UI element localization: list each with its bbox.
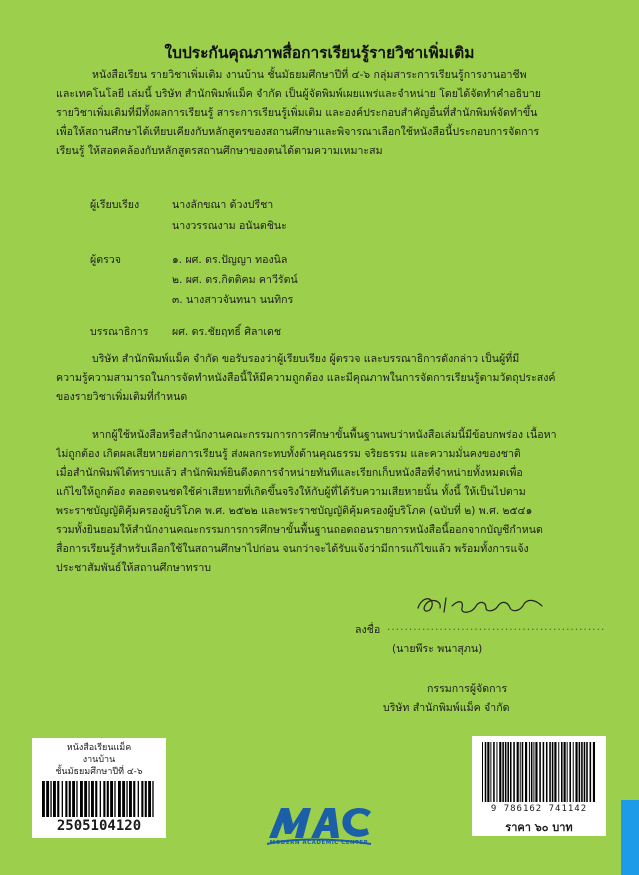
editor-name: ผศ. ดร.ชัยฤทธิ์ ศิลาเดช: [172, 326, 282, 338]
barcode-bar: [100, 781, 101, 817]
barcode-bar: [531, 742, 533, 802]
barcode-bar: [517, 742, 519, 802]
signature-label: ลงชื่อ: [355, 624, 381, 636]
book-subject: งานบ้าน: [82, 755, 116, 765]
barcode-bar: [593, 742, 595, 802]
certification-line: บริษัท สำนักพิมพ์แม็ค จำกัด ขอรับรองว่าผู้เรียบเรียง ผู้ตรวจ และบรรณาธิการดังกล่าว เป็นผู้ที่มี: [92, 353, 520, 365]
barcode-bar: [88, 781, 89, 817]
author-name: นางลักขณา ด้วงปรีชา: [172, 199, 274, 211]
warranty-line: แก้ไขให้ถูกต้อง ตลอดจนชดใช้ค่าเสียหายที่เกิดขึ้นจริงให้กับผู้ที่ได้รับความเสียหายนั้น ทั้งนี้ ให้เป็นไปตาม: [56, 486, 526, 498]
barcode-bar: [148, 781, 151, 817]
barcode-bar: [581, 742, 583, 802]
barcode-bar: [485, 742, 487, 802]
warranty-line: รวมทั้งยินยอมให้สำนักงานคณะกรรมการการศึกษาขั้นพื้นฐานถอดถอนรายการหนังสือนี้ออกจากบัญชีกำหนด: [56, 524, 543, 536]
warranty-line: ประชาสัมพันธ์ให้สถานศึกษาทราบ: [56, 562, 212, 574]
isbn-barcode: [480, 742, 598, 802]
reviewer-name: ๓. นางสาวจันทนา นนทิกร: [172, 294, 294, 306]
intro-line: หนังสือเรียน รายวิชาเพิ่มเติม งานบ้าน ชั้นมัธยมศึกษาปีที่ ๔-๖ กลุ่มสาระการเรียนรู้การงานอาชีพ: [92, 69, 527, 81]
barcode-bar: [138, 781, 139, 817]
barcode-bar: [507, 742, 509, 802]
reviewer-role: ผู้ตรวจ: [90, 254, 121, 266]
barcode-bar: [95, 781, 97, 817]
barcode-bar: [567, 742, 568, 802]
barcode-bar: [62, 781, 63, 817]
intro-paragraph: [56, 66, 596, 161]
certification-paragraph: [56, 350, 596, 407]
barcode-bar: [573, 742, 574, 802]
barcode-bar: [543, 742, 545, 802]
warranty-line: เมื่อสำนักพิมพ์ได้ทราบแล้ว สำนักพิมพ์ยินดีงดการจำหน่ายทันทีและเรียกเก็บหนังสือที่จำหน่ายทั้งหมดเพื่อ: [56, 467, 523, 479]
page-title: ใบประกันคุณภาพสื่อการเรียนรู้รายวิชาเพิ่มเติม: [164, 44, 475, 62]
barcode-bar: [502, 742, 504, 802]
barcode-bar: [126, 781, 127, 817]
barcode-bar: [522, 742, 524, 802]
author-role: ผู้เรียบเรียง: [90, 199, 140, 211]
barcode-bar: [533, 742, 534, 802]
price-tag: ราคา ๖๐ บาท: [505, 821, 573, 834]
warranty-line: สื่อการเรียนรู้สำหรับเลือกใช้ในสถานศึกษาไปก่อน จนกว่าจะได้รับแจ้งว่ามีการแก้ไขแล้ว พร้อมทั้งการแจ้ง: [56, 543, 529, 555]
signatory-name: (นายพีระ พนาสุภน): [392, 643, 483, 655]
barcode-bar: [133, 781, 135, 817]
book-series: หนังสือเรียนแม็ค: [66, 743, 132, 753]
signatory-company: บริษัท สำนักพิมพ์แม็ค จำกัด: [383, 702, 510, 714]
certification-line: ของรายวิชาเพิ่มเติมที่กำหนด: [56, 391, 188, 403]
barcode-bar: [505, 742, 507, 802]
certification-line: ความรู้ความสามารถในการจัดทำหนังสือนี้ให้มีความถูกต้อง และมีคุณภาพในการจัดการเรียนรู้ตามวัตถุประสงค์: [56, 372, 556, 384]
barcode-bar: [46, 781, 49, 817]
barcode-bar: [575, 742, 577, 802]
barcode-bar: [499, 742, 501, 802]
accent-strip: [621, 800, 639, 875]
editor-role: บรรณาธิการ: [90, 326, 149, 338]
barcode-bar: [535, 742, 537, 802]
barcode-bar: [561, 742, 563, 802]
barcode-bar: [57, 781, 59, 817]
barcode-bar: [558, 742, 559, 802]
warranty-line: พระราชบัญญัติคุ้มครองผู้บริโภค พ.ศ. ๒๕๒๒ และพระราชบัญญัติคุ้มครองผู้บริโภค (ฉบับที่ ๒) พ.ศ. ๒๕๔๑: [56, 505, 533, 517]
reviewer-name: ๒. ผศ. ดร.กิตติคม คาวีรัตน์: [172, 274, 298, 286]
barcode-bar: [42, 781, 45, 817]
barcode-bar: [50, 781, 51, 817]
isbn-label: [472, 736, 606, 836]
barcode-bar: [91, 781, 94, 817]
barcode-bar: [110, 781, 113, 817]
barcode-bar: [84, 781, 87, 817]
barcode-bar: [152, 781, 153, 817]
barcode-bar: [129, 781, 132, 817]
barcode-bar: [579, 742, 581, 802]
author-name: นางวรรณงาม อนันตชินะ: [172, 220, 287, 232]
barcode-bar: [141, 781, 143, 817]
barcode-bar: [114, 781, 115, 817]
barcode-bar: [510, 742, 512, 802]
barcode-bar: [118, 781, 121, 817]
barcode-bar: [493, 742, 495, 802]
barcode-bar: [72, 781, 75, 817]
warranty-line: หากผู้ใช้หนังสือหรือสำนักงานคณะกรรมการการศึกษาขั้นพื้นฐานพบว่าหนังสือเล่มนี้มีข้อบกพร่อง เนื้อหา: [92, 429, 557, 441]
barcode-bar: [552, 742, 554, 802]
signature-dots: ..................................................: [387, 621, 606, 633]
book-code-barcode: [40, 781, 158, 817]
barcode-bar: [496, 742, 497, 802]
warranty-line: ไม่ถูกต้อง เกิดผลเสียหายต่อการเรียนรู้ ส่งผลกระทบทั้งด้านคุณธรรม จริยธรรม และความมั่นคงของชาติ: [56, 448, 521, 460]
signatory-position: กรรมการผู้จัดการ: [427, 683, 508, 695]
intro-line: รายวิชาเพิ่มเติมที่มีทั้งผลการเรียนรู้ สาระการเรียนรู้เพิ่มเติม และองค์ประกอบสำคัญอื่นที่สำนักพิมพ์จัดทำขึ้น: [56, 107, 538, 119]
barcode-bar: [107, 781, 109, 817]
isbn-number: 9 786162 741142: [490, 804, 588, 814]
barcode-bar: [482, 742, 483, 802]
intro-line: เพื่อให้สถานศึกษาได้เทียบเคียงกับหลักสูตรของสถานศึกษาและพิจารณาเลือกใช้หนังสือนี้ประกอบการจัดการ: [56, 126, 540, 138]
barcode-bar: [487, 742, 489, 802]
barcode-bar: [554, 742, 556, 802]
barcode-bar: [122, 781, 125, 817]
publisher-caption: MODERN ACADEMIC CENTER: [269, 840, 369, 846]
barcode-bar: [584, 742, 586, 802]
barcode-bar: [76, 781, 77, 817]
barcode-bar: [103, 781, 105, 817]
barcode-bar: [80, 781, 83, 817]
barcode-bar: [69, 781, 71, 817]
intro-line: เรียนรู้ ให้สอดคล้องกับหลักสูตรสถานศึกษาของตนได้ตามความเหมาะสม: [56, 145, 383, 157]
barcode-bar: [529, 742, 530, 802]
book-grade: ชั้นมัธยมศึกษาปีที่ ๔-๖: [55, 767, 143, 777]
barcode-bar: [569, 742, 571, 802]
handwritten-signature: [412, 590, 552, 618]
barcode-bar: [145, 781, 147, 817]
book-code-label: [32, 738, 166, 838]
warranty-paragraph: [56, 426, 596, 578]
barcode-bar: [65, 781, 67, 817]
barcode-bar: [590, 742, 592, 802]
reviewer-name: ๑. ผศ. ดร.ปัญญา ทองนิล: [172, 254, 288, 266]
barcode-bar: [513, 742, 515, 802]
barcode-bar: [520, 742, 521, 802]
intro-line: และเทคโนโลยี เล่มนี้ บริษัท สำนักพิมพ์แม็ค จำกัด เป็นผู้จัดพิมพ์เผยแพร่และจำหน่าย โดยได้จัดทำคำอธิบาย: [56, 88, 541, 100]
barcode-bar: [549, 742, 551, 802]
barcode-bar: [525, 742, 527, 802]
barcode-bar: [53, 781, 56, 817]
barcode-bar: [586, 742, 588, 802]
barcode-bar: [490, 742, 491, 802]
barcode-bar: [546, 742, 548, 802]
barcode-bar: [539, 742, 541, 802]
barcode-bar: [564, 742, 566, 802]
book-code-number: 2505104120: [56, 818, 142, 834]
